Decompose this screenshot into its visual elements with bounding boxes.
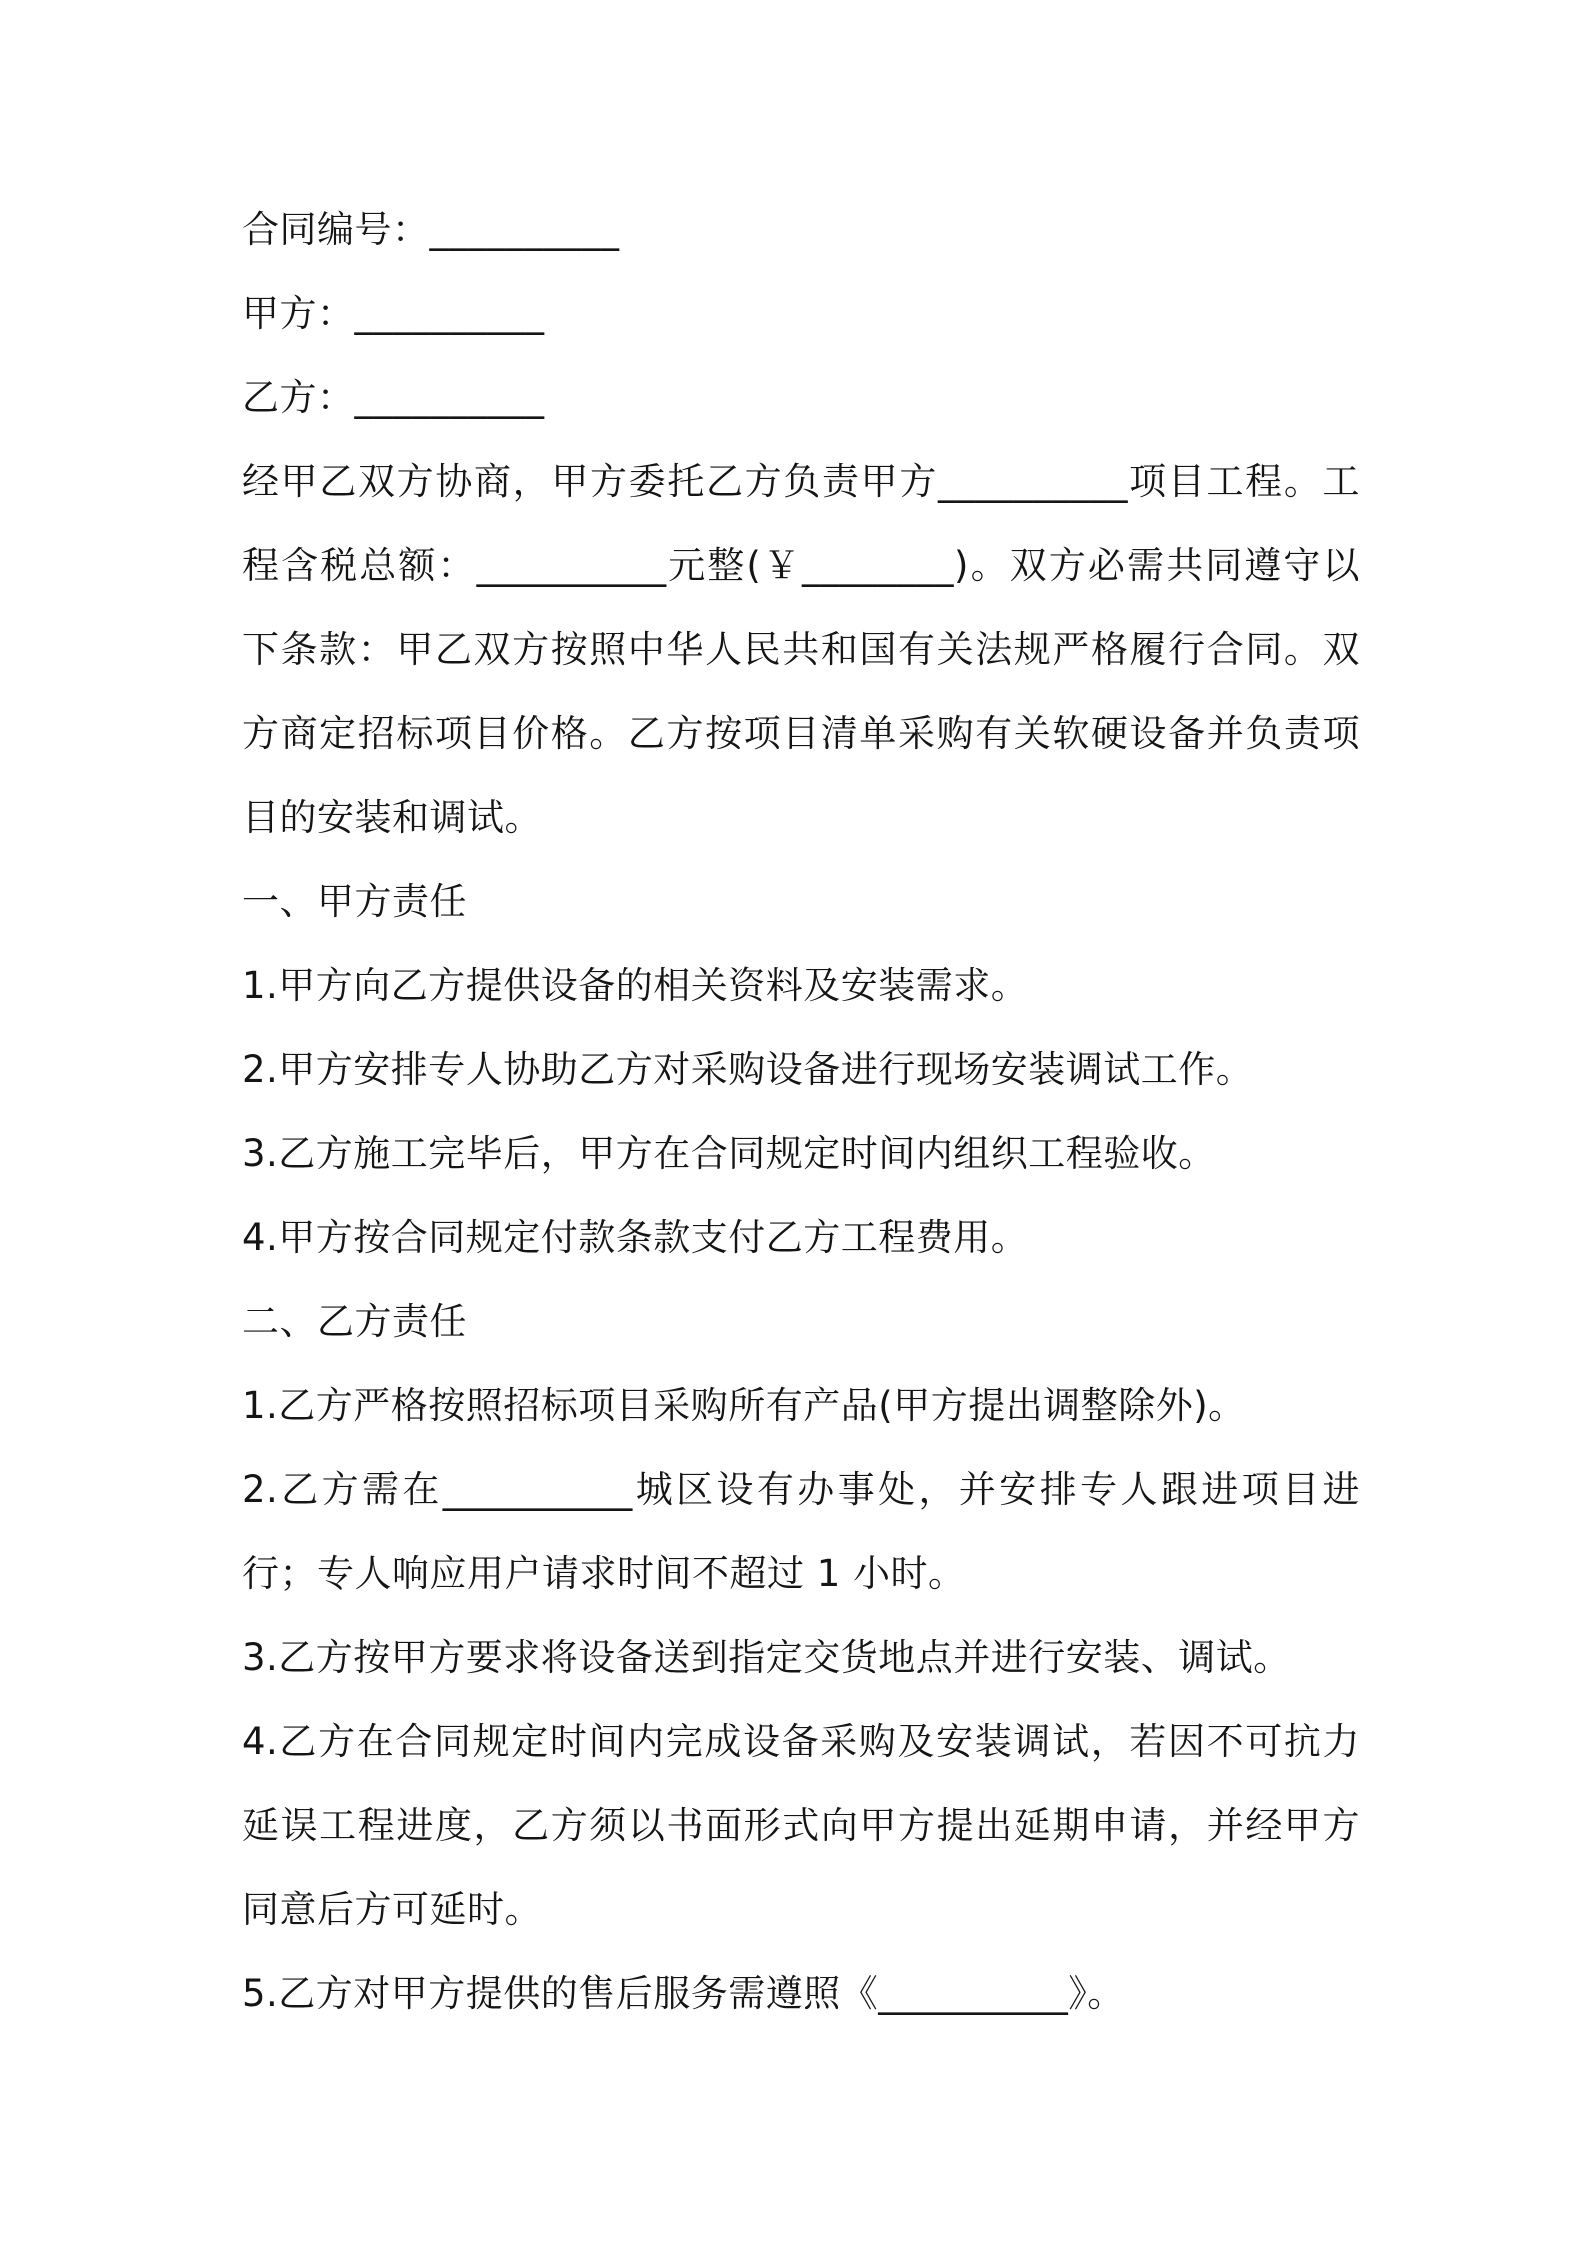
section-2-item-2: 2.乙方需在__________城区设有办事处，并安排专人跟进项目进行；专人响应用户请求时间不超过 1 小时。 (242, 1468, 1360, 1595)
section-2-item-1: 1.乙方严格按照招标项目采购所有产品(甲方提出调整除外)。 (242, 1384, 1246, 1427)
section-1-item-1: 1.甲方向乙方提供设备的相关资料及安装需求。 (242, 964, 1029, 1007)
contract-document (242, 188, 1360, 2036)
section-1-item-3: 3.乙方施工完毕后，甲方在合同规定时间内组织工程验收。 (242, 1132, 1216, 1175)
section-2-title: 二、乙方责任 (242, 1300, 467, 1343)
contract-number: 合同编号：__________ (242, 208, 620, 251)
intro-paragraph: 经甲乙双方协商，甲方委托乙方负责甲方__________项目工程。工程含税总额：__________元整(￥________)。双方必需共同遵守以下条款：甲乙双方按照中华人民共和国有关法规严格履行合同。双方商定招标项目价格。乙方按项目清单采购有关软硬设备并负责项目的安装和调试。 (242, 460, 1360, 839)
party-b: 乙方：__________ (242, 376, 545, 419)
section-2-item-3: 3.乙方按甲方要求将设备送到指定交货地点并进行安装、调试。 (242, 1636, 1291, 1679)
section-1-item-4: 4.甲方按合同规定付款条款支付乙方工程费用。 (242, 1216, 1029, 1259)
section-2-item-4: 4.乙方在合同规定时间内完成设备采购及安装调试，若因不可抗力延误工程进度，乙方须以书面形式向甲方提出延期申请，并经甲方同意后方可延时。 (242, 1720, 1360, 1931)
section-1-title: 一、甲方责任 (242, 880, 467, 923)
section-2-item-5: 5.乙方对甲方提供的售后服务需遵照《__________》。 (242, 1972, 1125, 2015)
party-a: 甲方：__________ (242, 292, 545, 335)
section-1-item-2: 2.甲方安排专人协助乙方对采购设备进行现场安装调试工作。 (242, 1048, 1254, 1091)
